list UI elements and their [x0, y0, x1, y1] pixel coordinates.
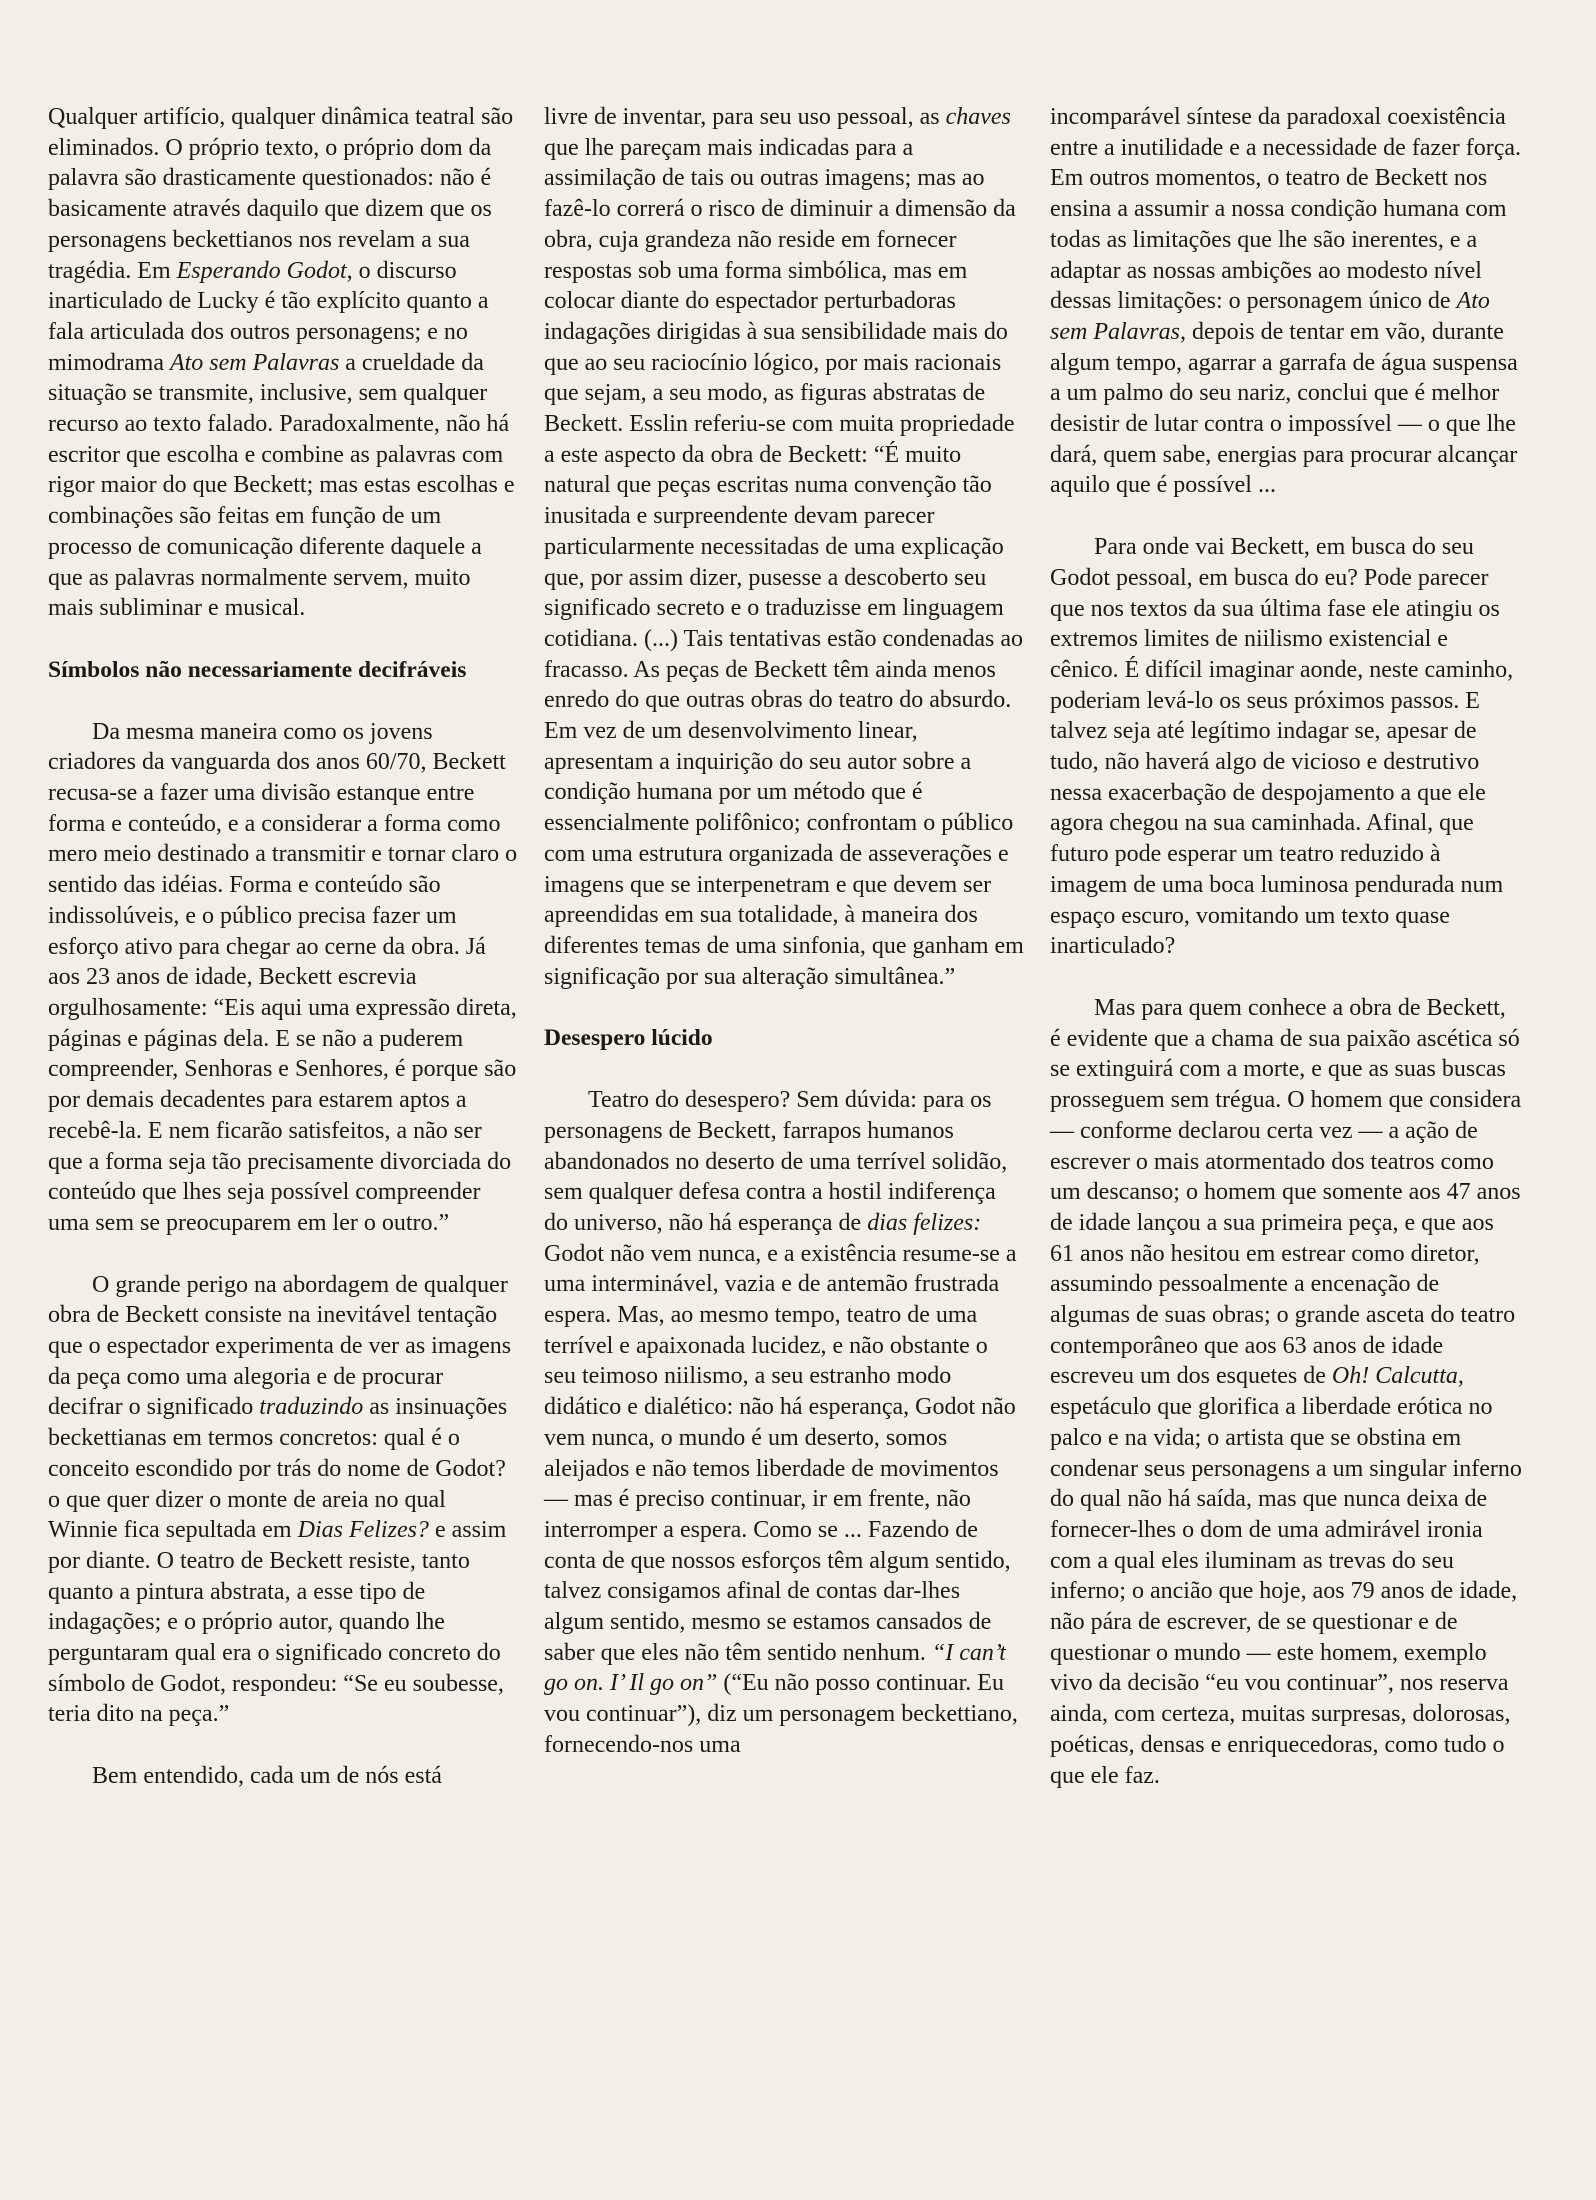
paragraph-gap: [544, 1054, 1024, 1085]
paragraph-gap: [48, 1730, 518, 1761]
paragraph: Para onde vai Beckett, em busca do seu Godot pessoal, em busca do eu? Pode parecer que nos textos da sua última fase ele atingiu os extremos limites de niilismo existencial e cênico. É difícil imaginar aonde, neste caminho, poderiam levá-lo os seus próximos passos. E talvez seja até legítimo indagar se, apesar de tudo, não haverá algo de vicioso e destrutivo nessa exacerbação de despojamento a que ele agora chegou na sua caminhada. Afinal, que futuro pode esperar um teatro reduzido à imagem de uma boca luminosa pendurada num espaço escuro, vomitando um texto quase inarticulado?: [1050, 534, 1514, 960]
text-column-2: [544, 102, 1024, 1761]
paragraph: incomparável síntese da paradoxal coexistência entre a inutilidade e a necessidade de fazer força. Em outros momentos, o teatro de Beckett nos ensina a assumir a nossa condição humana com todas as limitações que lhe são inerentes, e a adaptar as nossas ambições ao modesto nível dessas limitações: o personagem único de Ato sem Palavras, depois de tentar em vão, durante algum tempo, agarrar a garrafa de água suspensa a um palmo do seu nariz, conclui que é melhor desistir de lutar contra o impossível — o que lhe dará, quem sabe, energias para procurar alcançar aquilo que é possível ...: [1050, 104, 1522, 499]
text-column-3: [1050, 102, 1522, 1791]
paragraph: Teatro do desespero? Sem dúvida: para os personagens de Beckett, farrapos humanos abandonados no deserto de uma terrível solidão, sem qualquer defesa contra a hostil indiferença do universo, não há esperança de dias felizes: Godot não vem nunca, e a existência resume-se a uma interminável, vazia e de antemão frustrada espera. Mas, ao mesmo tempo, teatro de uma terrível e apaixonada lucidez, e não obstante o seu teimoso niilismo, a seu estranho modo didático e dialético: não há esperança, Godot não vem nunca, o mundo é um deserto, somos aleijados e não temos liberdade de movimentos — mas é preciso continuar, ir em frente, não interromper a espera. Como se ... Fazendo de conta de que nossos esforços têm algum sentido, talvez consigamos afinal de contas dar-lhes algum sentido, mesmo se estamos cansados de saber que eles não têm sentido nenhum. “I can’t go on. I’ Il go on” (“Eu não posso continuar. Eu vou continuar”), diz um personagem beckettiano, fornecendo-nos uma: [544, 1087, 1018, 1758]
italic-title: “I can’t go on. I’ Il go on”: [544, 1639, 1006, 1697]
section-heading: Desespero lúcido: [544, 1025, 713, 1052]
text-column-1: [48, 102, 518, 1792]
paragraph-gap: [544, 992, 1024, 1023]
italic-title: Esperando Godot: [176, 257, 347, 284]
paragraph-gap: [48, 624, 518, 655]
italic-title: traduzindo: [259, 1394, 364, 1421]
paragraph-gap: [1050, 501, 1522, 532]
paragraph-gap: [48, 1239, 518, 1270]
italic-title: Ato sem Palavras: [169, 349, 340, 376]
paragraph: Da mesma maneira como os jovens criadores da vanguarda dos anos 60/70, Beckett recusa-se a fazer uma divisão estanque entre forma e conteúdo, e a considerar a forma como mero meio destinado a transmitir e tornar claro o sentido das idéias. Forma e conteúdo são indissolúveis, e o público precisa fazer um esforço ativo para chegar ao cerne da obra. Já aos 23 anos de idade, Beckett escrevia orgulhosamente: “Eis aqui uma expressão direta, páginas e páginas dela. E se não a puderem compreender, Senhoras e Senhores, é porque são por demais decadentes para estarem aptos a recebê-la. E nem ficarão satisfeitos, a não ser que a forma seja tão precisamente divorciada do conteúdo que lhes seja possível compreender uma sem se preocuparem em ler o outro.”: [48, 718, 518, 1236]
paragraph: Bem entendido, cada um de nós está: [92, 1763, 442, 1790]
section-heading: Símbolos não necessariamente decifráveis: [48, 656, 467, 683]
paragraph: Mas para quem conhece a obra de Beckett, é evidente que a chama de sua paixão ascética só se extinguirá com a morte, e que as suas buscas prosseguem sem trégua. O homem que considera — conforme declarou certa vez — a ação de escrever o mais atormentado dos teatros como um descanso; o homem que somente aos 47 anos de idade lançou a sua primeira peça, e que aos 61 anos não hesitou em estrear como diretor, assumindo pessoalmente a encenação de algumas de suas obras; o grande asceta do teatro contemporâneo que aos 63 anos de idade escreveu um dos esquetes de Oh! Calcutta, espetáculo que glorifica a liberdade erótica no palco e na vida; o artista que se obstina em condenar seus personagens a um singular inferno do qual não há saída, mas que nunca deixa de fornecer-lhes o dom de uma admirável ironia com a qual eles iluminam as trevas do seu inferno; o ancião que hoje, aos 79 anos de idade, não pára de escrever, de se questionar e de questionar o mundo — este homem, exemplo vivo da decisão “eu vou continuar”, nos reserva ainda, com certeza, muitas surpresas, dolorosas, poéticas, densas e enriquecedoras, como tudo o que ele faz.: [1050, 994, 1522, 1789]
paragraph: Qualquer artifício, qualquer dinâmica teatral são eliminados. O próprio texto, o próprio dom da palavra são drasticamente questionados: não é basicamente através daquilo que dizem que os personagens beckettianos nos revelam a sua tragédia. Em Esperando Godot, o discurso inarticulado de Lucky é tão explícito quanto a fala articulada dos outros personagens; e no mimodrama Ato sem Palavras a crueldade da situação se transmite, inclusive, sem qualquer recurso ao texto falado. Paradoxalmente, não há escritor que escolha e combine as palavras com rigor maior do que Beckett; mas estas escolhas e combinações são feitas em função de um processo de comunicação diferente daquele a que as palavras normalmente servem, muito mais subliminar e musical.: [48, 104, 515, 622]
paragraph-gap: [48, 686, 518, 717]
paragraph: O grande perigo na abordagem de qualquer obra de Beckett consiste na inevitável tentação que o espectador experimenta de ver as imagens da peça como uma alegoria e de procurar decifrar o significado traduzindo as insinuações beckettianas em termos concretos: qual é o conceito escondido por trás do nome de Godot? o que quer dizer o monte de areia no qual Winnie fica sepultada em Dias Felizes? e assim por diante. O teatro de Beckett resiste, tanto quanto a pintura abstrata, a esse tipo de indagações; e o próprio autor, quando lhe perguntaram qual era o significado concreto do símbolo de Godot, respondeu: “Se eu soubesse, teria dito na peça.”: [48, 1271, 512, 1728]
paragraph: livre de inventar, para seu uso pessoal, as chaves que lhe pareçam mais indicadas para a assimilação de tais ou outras imagens; mas ao fazê-lo correrá o risco de diminuir a dimensão da obra, cuja grandeza não reside em fornecer respostas sob uma forma simbólica, mas em colocar diante do espectador perturbadoras indagações dirigidas à sua sensibilidade mais do que ao seu raciocínio lógico, por mais racionais que sejam, a seu modo, as figuras abstratas de Beckett. Esslin referiu-se com muita propriedade a este aspecto da obra de Beckett: “É muito natural que peças escritas numa convenção tão inusitada e surpreendente devam parecer particularmente necessitadas de uma explicação que, por assim dizer, pusesse a descoberto seu significado secreto e o traduzisse em linguagem cotidiana. (...) Tais tentativas estão condenadas ao fracasso. As peças de Beckett têm ainda menos enredo do que outras obras do teatro do absurdo. Em vez de um desenvolvimento linear, apresentam a inquirição do seu autor sobre a condição humana por um método que é essencialmente polifônico; confrontam o público com uma estrutura organizada de asseverações e imagens que se interpenetram e que devem ser apreendidas em sua totalidade, à maneira dos diferentes temas de uma sinfonia, que ganham em significação por sua alteração simultânea.”: [544, 104, 1024, 990]
italic-title: Dias Felizes?: [297, 1517, 429, 1544]
italic-title: dias felizes:: [867, 1209, 982, 1236]
italic-title: chaves: [945, 104, 1011, 130]
italic-title: Ato sem Palavras,: [1050, 288, 1490, 345]
italic-title: Oh! Calcutta,: [1331, 1363, 1464, 1390]
paragraph-gap: [1050, 962, 1522, 993]
